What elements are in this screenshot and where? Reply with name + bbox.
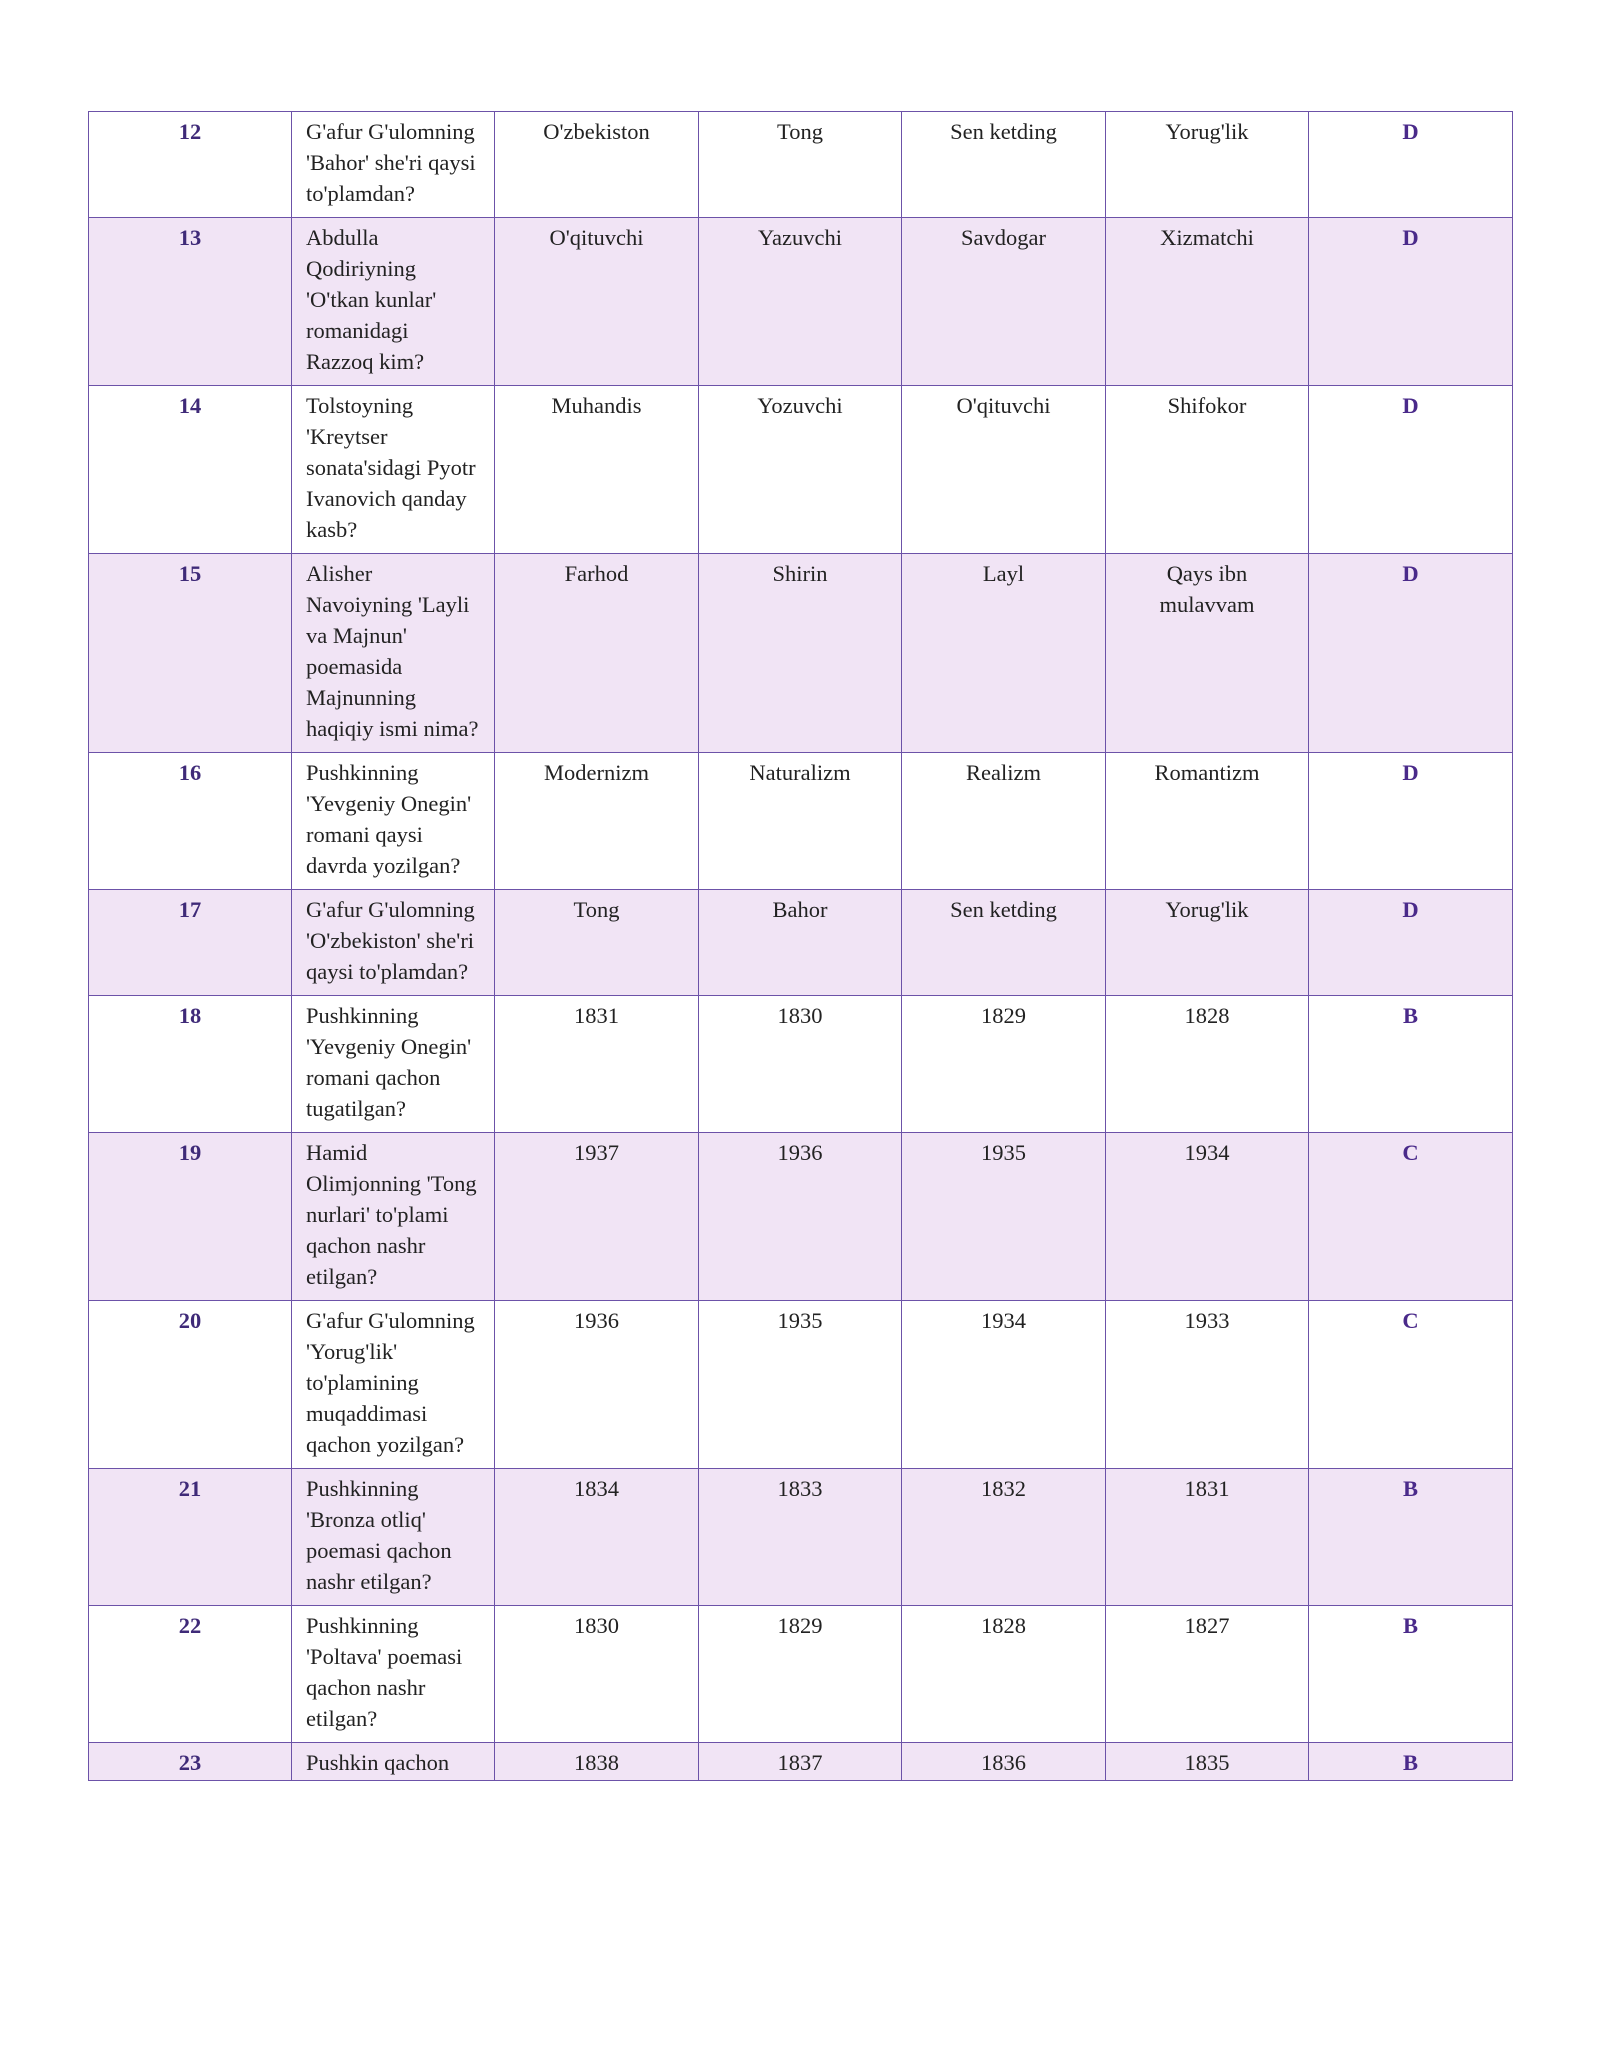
option-d: Qays ibn mulavvam [1106,554,1309,753]
option-a: Farhod [495,554,699,753]
question-text: Pushkinning 'Poltava' poemasi qachon nashr etilgan? [292,1606,495,1743]
option-a: 1936 [495,1301,699,1469]
question-number: 14 [89,386,292,554]
quiz-table-body [89,112,1513,1781]
table-row [89,996,1513,1133]
correct-answer: B [1309,1469,1513,1606]
question-text: Alisher Navoiyning 'Layli va Majnun' poemasida Majnunning haqiqiy ismi nima? [292,554,495,753]
correct-answer: D [1309,554,1513,753]
option-c: 1836 [902,1743,1106,1781]
correct-answer: C [1309,1301,1513,1469]
question-text: Pushkin qachon [292,1743,495,1781]
option-b: Yozuvchi [699,386,902,554]
option-b: 1833 [699,1469,902,1606]
question-text: Hamid Olimjonning 'Tong nurlari' to'plami qachon nashr etilgan? [292,1133,495,1301]
table-row [89,1743,1513,1781]
correct-answer: B [1309,1606,1513,1743]
option-a: Tong [495,890,699,996]
correct-answer: D [1309,753,1513,890]
question-text: G'afur G'ulomning 'Bahor' she'ri qaysi to'plamdan? [292,112,495,218]
option-c: Sen ketding [902,890,1106,996]
question-number: 17 [89,890,292,996]
table-row [89,1469,1513,1606]
option-d: Yorug'lik [1106,890,1309,996]
option-b: Yazuvchi [699,218,902,386]
option-d: 1835 [1106,1743,1309,1781]
question-number: 20 [89,1301,292,1469]
question-text: G'afur G'ulomning 'Yorug'lik' to'plamining muqaddimasi qachon yozilgan? [292,1301,495,1469]
option-c: 1832 [902,1469,1106,1606]
option-a: Modernizm [495,753,699,890]
option-a: 1834 [495,1469,699,1606]
correct-answer: D [1309,112,1513,218]
question-number: 16 [89,753,292,890]
option-c: Savdogar [902,218,1106,386]
table-row [89,386,1513,554]
option-b: Tong [699,112,902,218]
correct-answer: D [1309,890,1513,996]
option-a: 1830 [495,1606,699,1743]
table-row [89,1133,1513,1301]
option-c: Layl [902,554,1106,753]
correct-answer: D [1309,386,1513,554]
option-b: 1936 [699,1133,902,1301]
question-number: 23 [89,1743,292,1781]
question-number: 19 [89,1133,292,1301]
option-b: Shirin [699,554,902,753]
table-row [89,554,1513,753]
option-c: 1829 [902,996,1106,1133]
question-text: Pushkinning 'Bronza otliq' poemasi qachon nashr etilgan? [292,1469,495,1606]
question-text: Abdulla Qodiriyning 'O'tkan kunlar' romanidagi Razzoq kim? [292,218,495,386]
question-number: 21 [89,1469,292,1606]
option-a: Muhandis [495,386,699,554]
correct-answer: D [1309,218,1513,386]
option-d: Xizmatchi [1106,218,1309,386]
option-c: 1934 [902,1301,1106,1469]
option-b: 1935 [699,1301,902,1469]
option-d: 1827 [1106,1606,1309,1743]
question-number: 15 [89,554,292,753]
table-row [89,1606,1513,1743]
question-text: G'afur G'ulomning 'O'zbekiston' she'ri qaysi to'plamdan? [292,890,495,996]
option-a: O'qituvchi [495,218,699,386]
question-text: Pushkinning 'Yevgeniy Onegin' romani qachon tugatilgan? [292,996,495,1133]
option-a: 1831 [495,996,699,1133]
option-d: 1933 [1106,1301,1309,1469]
question-number: 18 [89,996,292,1133]
option-d: 1828 [1106,996,1309,1133]
option-d: 1934 [1106,1133,1309,1301]
option-c: Sen ketding [902,112,1106,218]
correct-answer: B [1309,996,1513,1133]
quiz-table [88,111,1513,1781]
question-number: 13 [89,218,292,386]
option-d: Yorug'lik [1106,112,1309,218]
option-b: Naturalizm [699,753,902,890]
document-page [88,111,1512,1781]
question-text: Pushkinning 'Yevgeniy Onegin' romani qaysi davrda yozilgan? [292,753,495,890]
option-a: 1838 [495,1743,699,1781]
table-row [89,890,1513,996]
table-row [89,218,1513,386]
question-number: 12 [89,112,292,218]
option-b: Bahor [699,890,902,996]
option-a: O'zbekiston [495,112,699,218]
option-c: Realizm [902,753,1106,890]
option-d: Romantizm [1106,753,1309,890]
option-b: 1830 [699,996,902,1133]
option-b: 1837 [699,1743,902,1781]
table-row [89,112,1513,218]
table-row [89,753,1513,890]
correct-answer: C [1309,1133,1513,1301]
option-c: O'qituvchi [902,386,1106,554]
option-a: 1937 [495,1133,699,1301]
question-text: Tolstoyning 'Kreytser sonata'sidagi Pyotr Ivanovich qanday kasb? [292,386,495,554]
correct-answer: B [1309,1743,1513,1781]
option-d: Shifokor [1106,386,1309,554]
option-b: 1829 [699,1606,902,1743]
option-c: 1935 [902,1133,1106,1301]
question-number: 22 [89,1606,292,1743]
option-d: 1831 [1106,1469,1309,1606]
table-row [89,1301,1513,1469]
option-c: 1828 [902,1606,1106,1743]
